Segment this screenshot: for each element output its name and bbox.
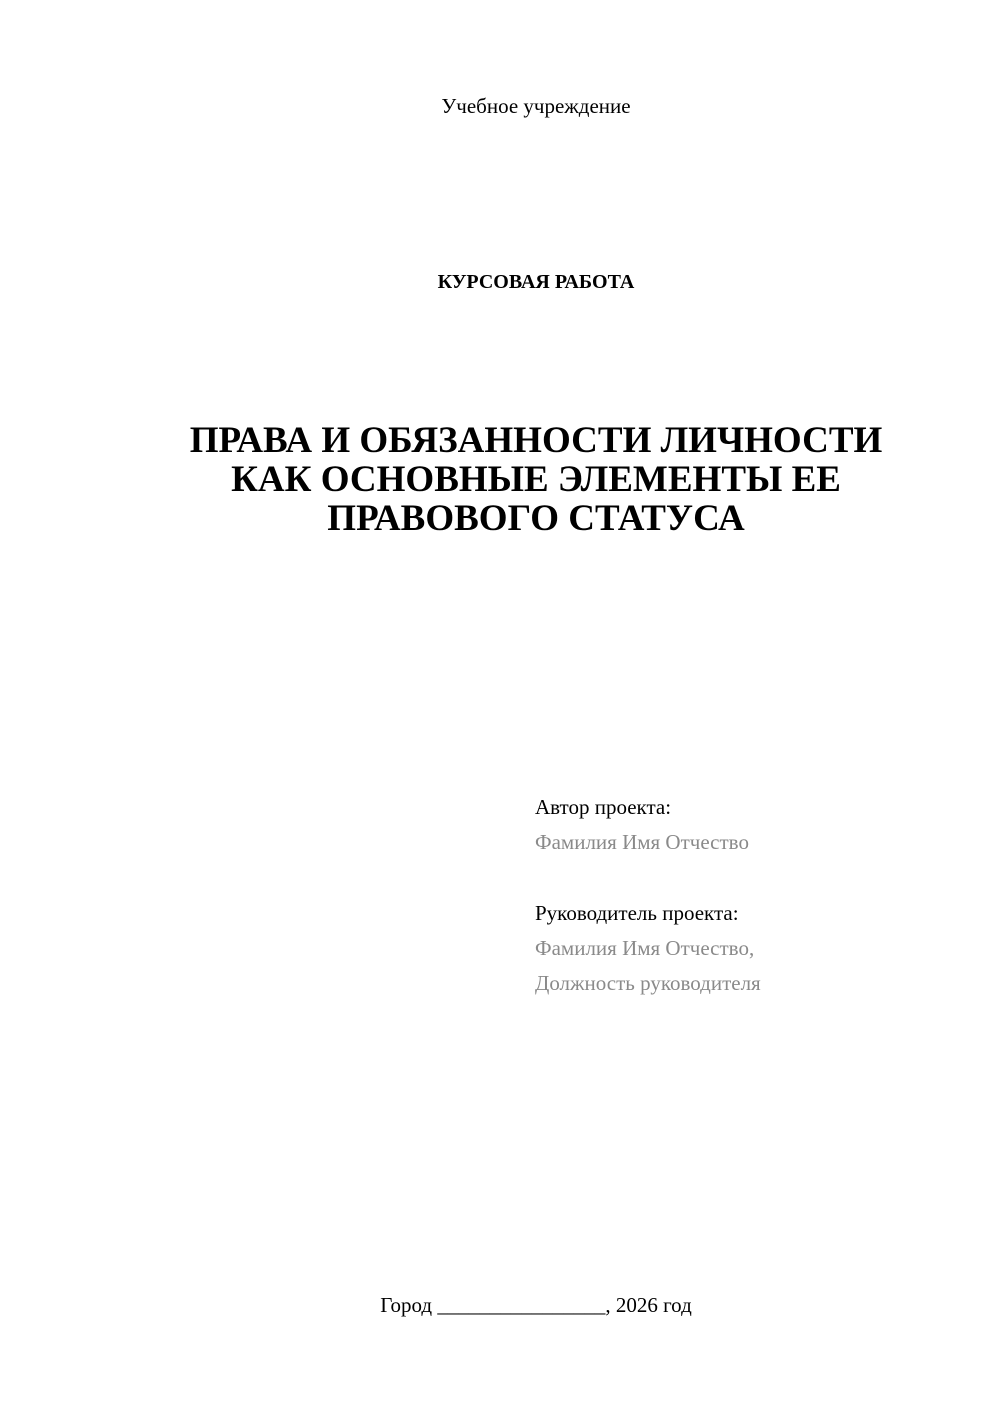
supervisor-name: Фамилия Имя Отчество,: [535, 936, 755, 960]
title-line: КАК ОСНОВНЫЕ ЭЛЕМЕНТЫ ЕЕ: [231, 459, 841, 500]
supervisor-label: Руководитель проекта:: [535, 901, 739, 925]
author-name: Фамилия Имя Отчество: [535, 830, 749, 854]
document-type: КУРСОВАЯ РАБОТА: [437, 271, 635, 293]
supervisor-position: Должность руководителя: [535, 971, 761, 995]
institution-name: Учебное учреждение: [441, 94, 631, 118]
credits-block: [535, 790, 975, 1001]
document-title: [130, 421, 942, 538]
spacer: [535, 860, 975, 896]
city-year-line: Город ________________, 2026 год: [380, 1293, 692, 1317]
title-line: ПРАВОВОГО СТАТУСА: [327, 498, 745, 539]
title-line: ПРАВА И ОБЯЗАННОСТИ ЛИЧНОСТИ: [189, 420, 883, 461]
author-label: Автор проекта:: [535, 795, 672, 819]
